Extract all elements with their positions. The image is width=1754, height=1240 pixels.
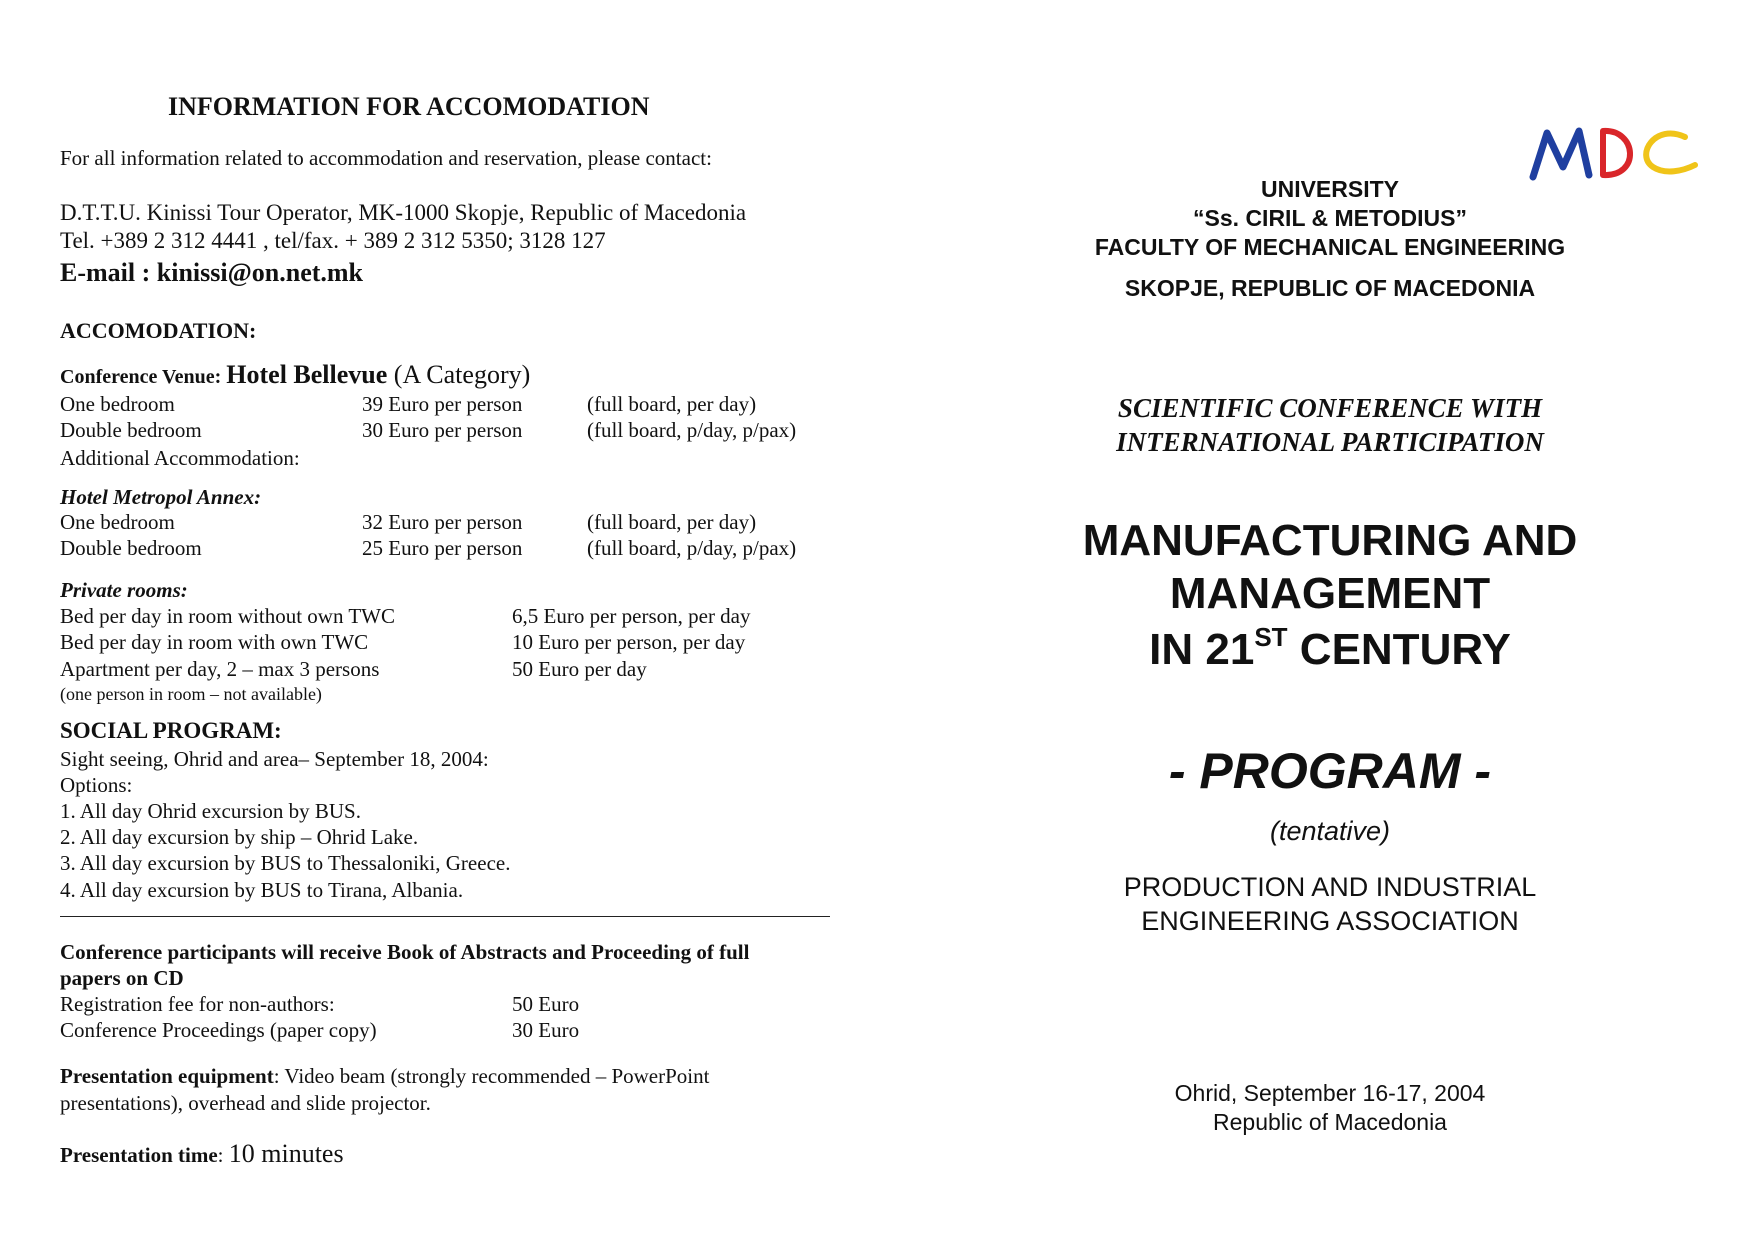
options-label: Options: <box>60 773 133 797</box>
private-rooms-heading: Private rooms: <box>60 578 188 602</box>
conference-title-line1: MANUFACTURING AND <box>1082 516 1578 565</box>
conference-title-line3 <box>1030 622 1630 675</box>
venue-label: Conference Venue: <box>60 366 227 388</box>
venue-category: (A Category) <box>387 360 531 389</box>
email-address[interactable]: E-mail : kinissi@on.net.mk <box>60 258 364 287</box>
list-item: 4. All day excursion by BUS to Tirana, Albania. <box>60 878 464 902</box>
metropol-heading: Hotel Metropol Annex: <box>60 485 262 509</box>
room-type: One bedroom <box>60 510 175 534</box>
room-price: 30 Euro per person <box>362 418 523 442</box>
equipment-line1: : Video beam (strongly recommended – PowerPoint <box>273 1064 710 1088</box>
title-in-21: IN 21 <box>1149 625 1255 674</box>
accommodation-subheading: ACCOMODATION: <box>60 318 257 343</box>
room-type: Double bedroom <box>60 418 202 442</box>
divider <box>60 916 830 917</box>
time-label: Presentation time <box>60 1143 218 1167</box>
time-separator: : <box>217 1143 229 1167</box>
accommodation-panel <box>60 0 830 1240</box>
room-terms: (full board, p/day, p/pax) <box>587 418 797 442</box>
association-line2: ENGINEERING ASSOCIATION <box>1141 906 1519 936</box>
tentative-label: (tentative) <box>1269 816 1391 846</box>
room-terms: (full board, per day) <box>587 510 757 534</box>
title-century: CENTURY <box>1287 625 1511 674</box>
private-item: Apartment per day, 2 – max 3 persons <box>60 657 380 681</box>
university-name: “Ss. CIRIL & METODIUS” <box>1193 205 1467 231</box>
telephone: Tel. +389 2 312 4441 , tel/fax. + 389 2 312 5350; 3128 127 <box>60 228 606 253</box>
room-terms: (full board, per day) <box>587 392 757 416</box>
conference-type-line1: SCIENTIFIC CONFERENCE WITH <box>1117 393 1543 423</box>
room-type: Double bedroom <box>60 536 202 560</box>
conference-type-line2: INTERNATIONAL PARTICIPATION <box>1116 427 1544 457</box>
country: Republic of Macedonia <box>1213 1109 1447 1135</box>
city-country: SKOPJE, REPUBLIC OF MACEDONIA <box>1124 275 1536 301</box>
room-price: 25 Euro per person <box>362 536 523 560</box>
social-program-heading: SOCIAL PROGRAM: <box>60 718 282 743</box>
room-terms: (full board, p/day, p/pax) <box>587 536 797 560</box>
place-date: Ohrid, September 16-17, 2004 <box>1174 1080 1486 1106</box>
contact-intro: For all information related to accommodation and reservation, please contact: <box>60 146 712 170</box>
private-price: 6,5 Euro per person, per day <box>512 604 751 628</box>
fee-item: Conference Proceedings (paper copy) <box>60 1018 377 1042</box>
conference-venue <box>60 360 530 390</box>
additional-accommodation: Additional Accommodation: <box>60 446 300 470</box>
participants-note-line1: Conference participants will receive Book of Abstracts and Proceeding of full <box>60 940 750 964</box>
private-note: (one person in room – not available) <box>60 684 322 704</box>
presentation-time <box>60 1139 344 1169</box>
cover-panel <box>1030 0 1630 1240</box>
time-value: 10 minutes <box>228 1139 344 1168</box>
list-item: 2. All day excursion by ship – Ohrid Lake. <box>60 825 419 849</box>
private-item: Bed per day in room without own TWC <box>60 604 395 628</box>
private-price: 10 Euro per person, per day <box>512 630 746 654</box>
equipment-line2: presentations), overhead and slide projector. <box>60 1091 431 1115</box>
accommodation-heading: INFORMATION FOR ACCOMODATION <box>168 92 650 121</box>
university-line: UNIVERSITY <box>1260 176 1400 202</box>
venue-hotel: Hotel Bellevue <box>226 360 388 389</box>
participants-note-line2: papers on CD <box>60 966 184 990</box>
room-price: 32 Euro per person <box>362 510 523 534</box>
private-item: Bed per day in room with own TWC <box>60 630 369 654</box>
list-item: 3. All day excursion by BUS to Thessaloniki, Greece. <box>60 851 511 875</box>
presentation-equipment <box>60 1064 709 1089</box>
program-title: - PROGRAM - <box>1168 743 1492 799</box>
fee-price: 30 Euro <box>512 1018 580 1042</box>
association-line1: PRODUCTION AND INDUSTRIAL <box>1123 872 1537 902</box>
title-superscript: ST <box>1254 622 1288 652</box>
room-price: 39 Euro per person <box>362 392 523 416</box>
conference-title-line2: MANAGEMENT <box>1169 569 1491 618</box>
tour-operator: D.T.T.U. Kinissi Tour Operator, MK-1000 Skopje, Republic of Macedonia <box>60 200 747 225</box>
private-price: 50 Euro per day <box>512 657 647 681</box>
room-type: One bedroom <box>60 392 175 416</box>
social-intro: Sight seeing, Ohrid and area– September 18, 2004: <box>60 747 489 771</box>
fee-item: Registration fee for non-authors: <box>60 992 335 1016</box>
list-item: 1. All day Ohrid excursion by BUS. <box>60 799 361 823</box>
equipment-label: Presentation equipment <box>60 1064 274 1088</box>
faculty-name: FACULTY OF MECHANICAL ENGINEERING <box>1094 234 1566 260</box>
fee-price: 50 Euro <box>512 992 580 1016</box>
